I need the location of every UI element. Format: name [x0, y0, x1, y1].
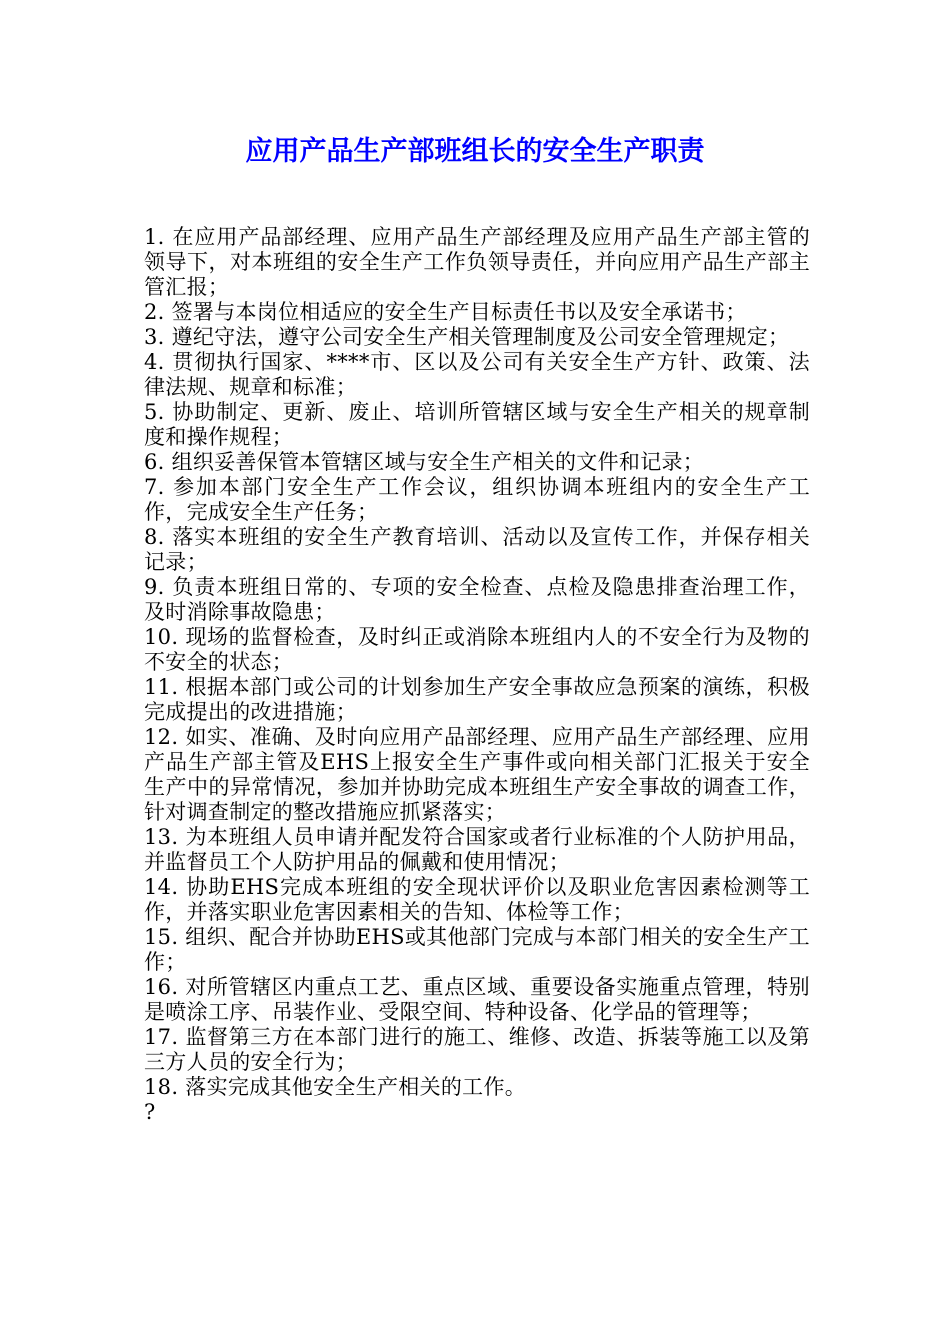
list-item: 1. 在应用产品部经理、应用产品生产部经理及应用产品生产部主管的领导下，对本班组的安全生产工作负领导责任，并向应用产品生产部主管汇报；	[144, 225, 810, 299]
list-item: 9. 负责本班组日常的、专项的安全检查、点检及隐患排查治理工作，及时消除事故隐患；	[144, 575, 810, 624]
list-item: 16. 对所管辖区内重点工艺、重点区域、重要设备实施重点管理，特别是喷涂工序、吊装作业、受限空间、特种设备、化学品的管理等；	[144, 975, 810, 1024]
list-item: 18. 落实完成其他安全生产相关的工作。	[144, 1075, 527, 1099]
list-item: 11. 根据本部门或公司的计划参加生产安全事故应急预案的演练，积极完成提出的改进措施；	[144, 675, 810, 724]
list-item: 15. 组织、配合并协助EHS或其他部门完成与本部门相关的安全生产工作；	[144, 925, 810, 974]
list-item: 14. 协助EHS完成本班组的安全现状评价以及职业危害因素检测等工作，并落实职业危害因素相关的告知、体检等工作；	[144, 875, 810, 924]
list-item: 7. 参加本部门安全生产工作会议，组织协调本班组内的安全生产工作，完成安全生产任务；	[144, 475, 810, 524]
list-item: 12. 如实、准确、及时向应用产品部经理、应用产品生产部经理、应用产品生产部主管及EHS上报安全生产事件或向相关部门汇报关于安全生产中的异常情况，参加并协助完成本班组生产安全事故的调查工作，针对调查制定的整改措施应抓紧落实；	[144, 725, 810, 824]
document-title: 应用产品生产部班组长的安全生产职责	[245, 136, 705, 167]
list-item: 13. 为本班组人员申请并配发符合国家或者行业标准的个人防护用品，并监督员工个人防护用品的佩戴和使用情况；	[144, 825, 810, 874]
trailing-mark: ?	[144, 1100, 156, 1124]
list-item: 6. 组织妥善保管本管辖区域与安全生产相关的文件和记录；	[144, 450, 705, 474]
list-item: 17. 监督第三方在本部门进行的施工、维修、改造、拆装等施工以及第三方人员的安全行为；	[144, 1025, 810, 1074]
list-item: 8. 落实本班组的安全生产教育培训、活动以及宣传工作，并保存相关记录；	[144, 525, 810, 574]
list-item: 3. 遵纪守法，遵守公司安全生产相关管理制度及公司安全管理规定；	[144, 325, 790, 349]
responsibility-list	[144, 225, 810, 1125]
list-item: 5. 协助制定、更新、废止、培训所管辖区域与安全生产相关的规章制度和操作规程；	[144, 400, 810, 449]
list-item: 4. 贯彻执行国家、****市、区以及公司有关安全生产方针、政策、法律法规、规章和标准；	[144, 350, 810, 399]
list-item: 10. 现场的监督检查，及时纠正或消除本班组内人的不安全行为及物的不安全的状态；	[144, 625, 810, 674]
list-item: 2. 签署与本岗位相适应的安全生产目标责任书以及安全承诺书；	[144, 300, 747, 324]
